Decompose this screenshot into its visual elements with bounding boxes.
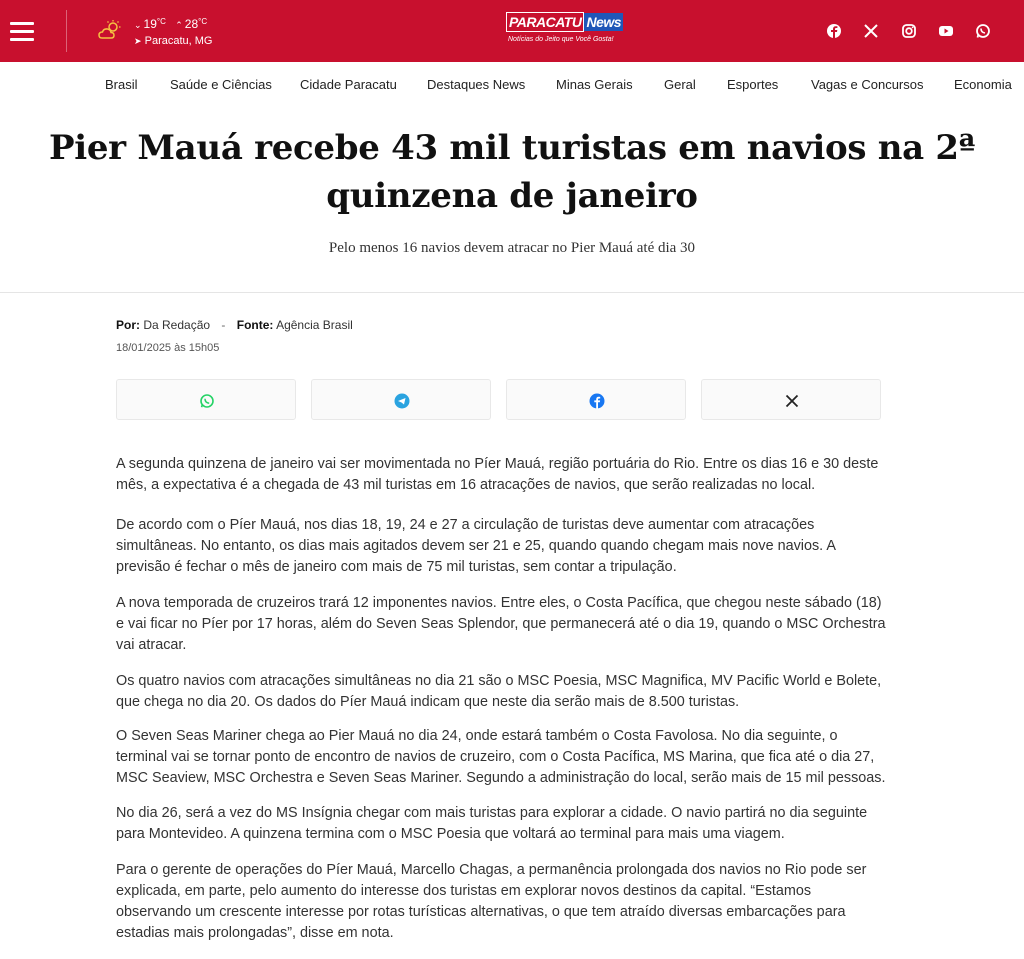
location-arrow-icon: ➤ (134, 36, 142, 46)
x-icon[interactable] (862, 22, 880, 40)
article-paragraph: O Seven Seas Mariner chega ao Pier Mauá no dia 24, onde estará também o Costa Favolosa. No dia seguinte, o terminal vai se tornar ponto de encontro de navios de cruzeiro, com o Costa Pacífica, MS Marina, que fica até o dia 27, MSC Seaview, MSC Orchestra e Seven Seas Mariner. Segundo a administração do local, serão mais de 15 mil pessoas. (116, 728, 886, 786)
site-logo[interactable]: PARACATU News Notícias do Jeito que Você Gosta! (508, 14, 622, 43)
nav-destaques-news[interactable]: Destaques News (427, 77, 526, 92)
youtube-icon[interactable] (937, 22, 955, 40)
nav-brasil[interactable]: Brasil (105, 77, 138, 92)
top-bar (0, 0, 1024, 62)
article-title: Pier Mauá recebe 43 mil turistas em navios na 2ª quinzena de janeiro (48, 128, 976, 216)
source: Agência Brasil (276, 318, 353, 332)
menu-icon[interactable] (10, 22, 34, 40)
partly-cloudy-icon (98, 20, 124, 40)
whatsapp-icon[interactable] (974, 22, 992, 40)
nav-geral[interactable]: Geral (664, 77, 696, 92)
byline: Por: Da Redação - Fonte: Agência Brasil (116, 318, 353, 332)
nav-esportes[interactable]: Esportes (727, 77, 779, 92)
nav-cidade-paracatu[interactable]: Cidade Paracatu (300, 77, 397, 92)
author: Da Redação (143, 318, 211, 332)
divider (66, 10, 67, 52)
publish-date: 18/01/2025 às 15h05 (116, 342, 220, 354)
main-nav (0, 62, 1024, 108)
telegram-icon (394, 393, 410, 409)
article-paragraph: Os quatro navios com atracações simultâneas no dia 21 são o MSC Poesia, MSC Magnifica, MV Pacific World e Bolete, que chega no dia 20. Os dados do Píer Mauá indicam que neste dia serão mais de 8.500 turistas. (116, 673, 882, 710)
share-facebook-button[interactable] (506, 379, 686, 420)
article-paragraph: De acordo com o Píer Mauá, nos dias 18, 19, 24 e 27 a circulação de turistas deve aumentar com atracações simultâneas. No entanto, os dias mais agitados devem ser 21 e 25, quando quando chegam mais nove navios. A previsão é fechar o mês de janeiro com mais de 75 mil turistas, sem contar a tripulação. (116, 517, 836, 575)
facebook-icon[interactable] (825, 22, 843, 40)
nav-saude-ciencias[interactable]: Saúde e Ciências (170, 77, 272, 92)
article-subtitle: Pelo menos 16 navios devem atracar no Pier Mauá até dia 30 (328, 240, 696, 256)
temp-min: 19 (143, 17, 157, 31)
nav-minas-gerais[interactable]: Minas Gerais (556, 77, 633, 92)
divider (0, 292, 1024, 293)
article-paragraph: A segunda quinzena de janeiro vai ser movimentada no Píer Mauá, região portuária do Rio. Entre os dias 16 e 30 deste mês, a expectativa é a chegada de 43 mil turistas em 16 atracações de navios, que serão realizadas no local. (116, 456, 879, 493)
article-paragraph: Para o gerente de operações do Píer Mauá, Marcello Chagas, a permanência prolongada dos navios no Rio pode ser explicada, em parte, pelo aumento do interesse dos turistas em explorar novos destinos da capital. “Estamos observando um crescente interesse por rotas turísticas alternativas, o que tem atraído diversas embarcações para estadias mais prolongadas”, disse em nota. (116, 862, 867, 941)
share-x-button[interactable] (701, 379, 881, 420)
nav-vagas-concursos[interactable]: Vagas e Concursos (811, 77, 924, 92)
share-whatsapp-button[interactable] (116, 379, 296, 420)
whatsapp-icon (199, 393, 215, 409)
weather-location: ➤ Paracatu, MG (134, 35, 213, 47)
x-icon (784, 393, 800, 409)
temp-max: 28 (184, 17, 199, 31)
article-paragraph: No dia 26, será a vez do MS Insígnia chegar com mais turistas para explorar a cidade. O navio partirá no dia seguinte para Montevideo. A quinzena termina com o MSC Poesia que voltará ao terminal para mais uma viagem. (116, 805, 868, 842)
instagram-icon[interactable] (900, 22, 918, 40)
nav-economia[interactable]: Economia (954, 77, 1012, 92)
temperature-range: ⌄ $19^{^\circ C}$ ⌃ $28^{^\circ C}$ (134, 17, 208, 31)
share-telegram-button[interactable] (311, 379, 491, 420)
facebook-icon (589, 393, 605, 409)
article-paragraph: A nova temporada de cruzeiros trará 12 imponentes navios. Entre eles, o Costa Pacífica, que chegou neste sábado (18) e vai ficar no Píer por 17 horas, além do Seven Seas Splendor, que permanecerá até o dia 19, quando o MSC Orchestra vai atracar. (116, 595, 886, 653)
